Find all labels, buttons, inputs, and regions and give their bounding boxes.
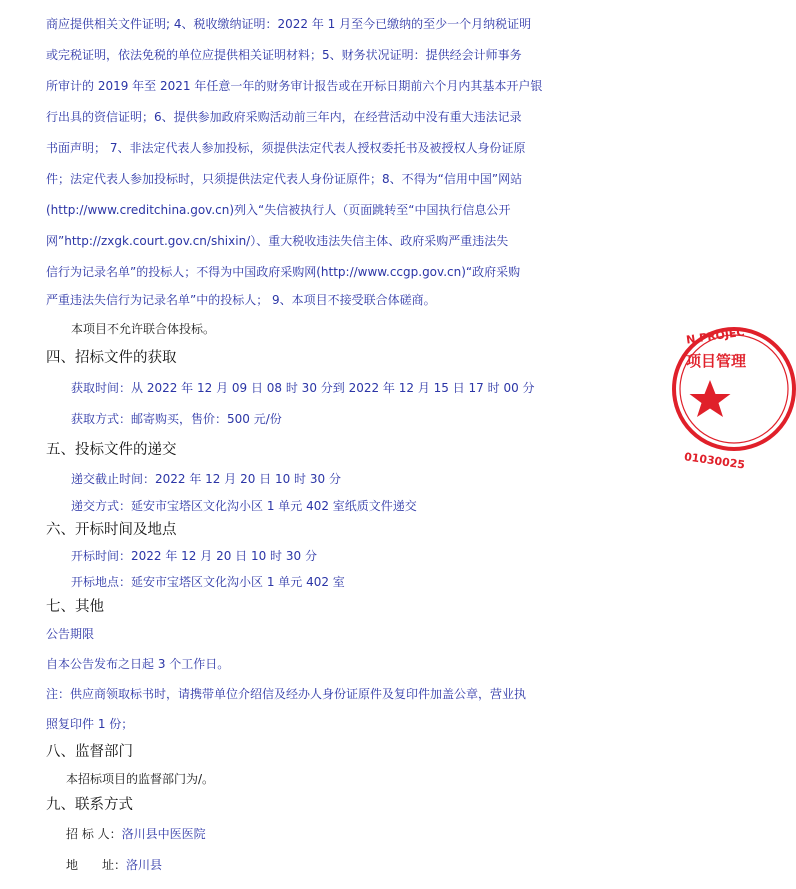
paragraph-line: 件；法定代表人参加投标时，只须提供法定代表人身份证原件；8、不得为“信用中国”网站	[46, 172, 523, 186]
section-heading-4: 四、招标文件的获取	[46, 350, 177, 366]
seal-text-mid: 项目管理	[686, 352, 747, 370]
buyer-row	[66, 826, 206, 842]
buyer-name: 洛川县中医医院	[121, 827, 206, 841]
paragraph-line: 严重违法失信行为记录名单”中的投标人； 9、本项目不接受联合体磋商。	[46, 293, 436, 307]
address-label: 地 址：	[66, 858, 127, 872]
acquire-time: 获取时间：从 2022 年 12 月 09 日 08 时 30 分到 2022 年 12 月 15 日 17 时 00 分	[71, 381, 535, 395]
note-line: 注：供应商领取标书时，请携带单位介绍信及经办人身份证原件及复印件加盖公章，营业执	[46, 687, 527, 701]
section-heading-5: 五、投标文件的递交	[46, 442, 177, 458]
opening-time: 开标时间：2022 年 12 月 20 日 10 时 30 分	[71, 549, 317, 563]
submit-method: 递交方式：延安市宝塔区文化沟小区 1 单元 402 室纸质文件递交	[71, 499, 417, 513]
address-row	[66, 857, 162, 873]
section-heading-6: 六、开标时间及地点	[46, 522, 177, 538]
seal-graphic	[672, 314, 796, 472]
supervision-text: 本招标项目的监督部门为/。	[66, 772, 215, 786]
section-heading-7: 七、其他	[46, 599, 104, 615]
paragraph-line: 书面声明； 7、非法定代表人参加投标，须提供法定代表人授权委托书及被授权人身份证原	[46, 141, 526, 155]
seal-text-top: N PROJEC	[685, 325, 746, 347]
paragraph-line: 信行为记录名单”的投标人；不得为中国政府采购网(http://www.ccgp.gov.cn)“政府采购	[46, 265, 521, 279]
seal-star-icon	[690, 380, 731, 417]
acquire-method: 获取方式：邮寄购买，售价：500 元/份	[71, 412, 282, 426]
paragraph-line: 行出具的资信证明；6、提供参加政府采购活动前三年内，在经营活动中没有重大违法记录	[46, 110, 522, 124]
paragraph-line: 或完税证明，依法免税的单位应提供相关证明材料；5、财务状况证明：提供经会计师事务	[46, 48, 522, 62]
paragraph-line: 商应提供相关文件证明; 4、税收缴纳证明：2022 年 1 月至今已缴纳的至少一个月纳税证明	[46, 17, 532, 31]
consortium-note: 本项目不允许联合体投标。	[71, 322, 216, 336]
section-heading-8: 八、监督部门	[46, 744, 133, 760]
section-heading-9: 九、联系方式	[46, 797, 133, 813]
buyer-label: 招 标 人：	[66, 827, 122, 841]
seal-number: 01030025	[683, 450, 746, 472]
official-seal	[672, 314, 796, 472]
submit-deadline: 递交截止时间：2022 年 12 月 20 日 10 时 30 分	[71, 472, 341, 486]
notice-period-title: 公告期限	[46, 627, 95, 641]
note-line: 照复印件 1 份；	[46, 717, 134, 731]
address-value: 洛川县	[126, 858, 163, 872]
paragraph-line: (http://www.creditchina.gov.cn)列入“失信被执行人（页面跳转至“中国执行信息公开	[46, 203, 511, 217]
paragraph-line: 所审计的 2019 年至 2021 年任意一年的财务审计报告或在开标日期前六个月内其基本开户银	[46, 79, 543, 93]
opening-place: 开标地点：延安市宝塔区文化沟小区 1 单元 402 室	[71, 575, 345, 589]
notice-period: 自本公告发布之日起 3 个工作日。	[46, 657, 230, 671]
paragraph-line: 网”http://zxgk.court.gov.cn/shixin/）、重大税收违法失信主体、政府采购严重违法失	[46, 234, 509, 248]
